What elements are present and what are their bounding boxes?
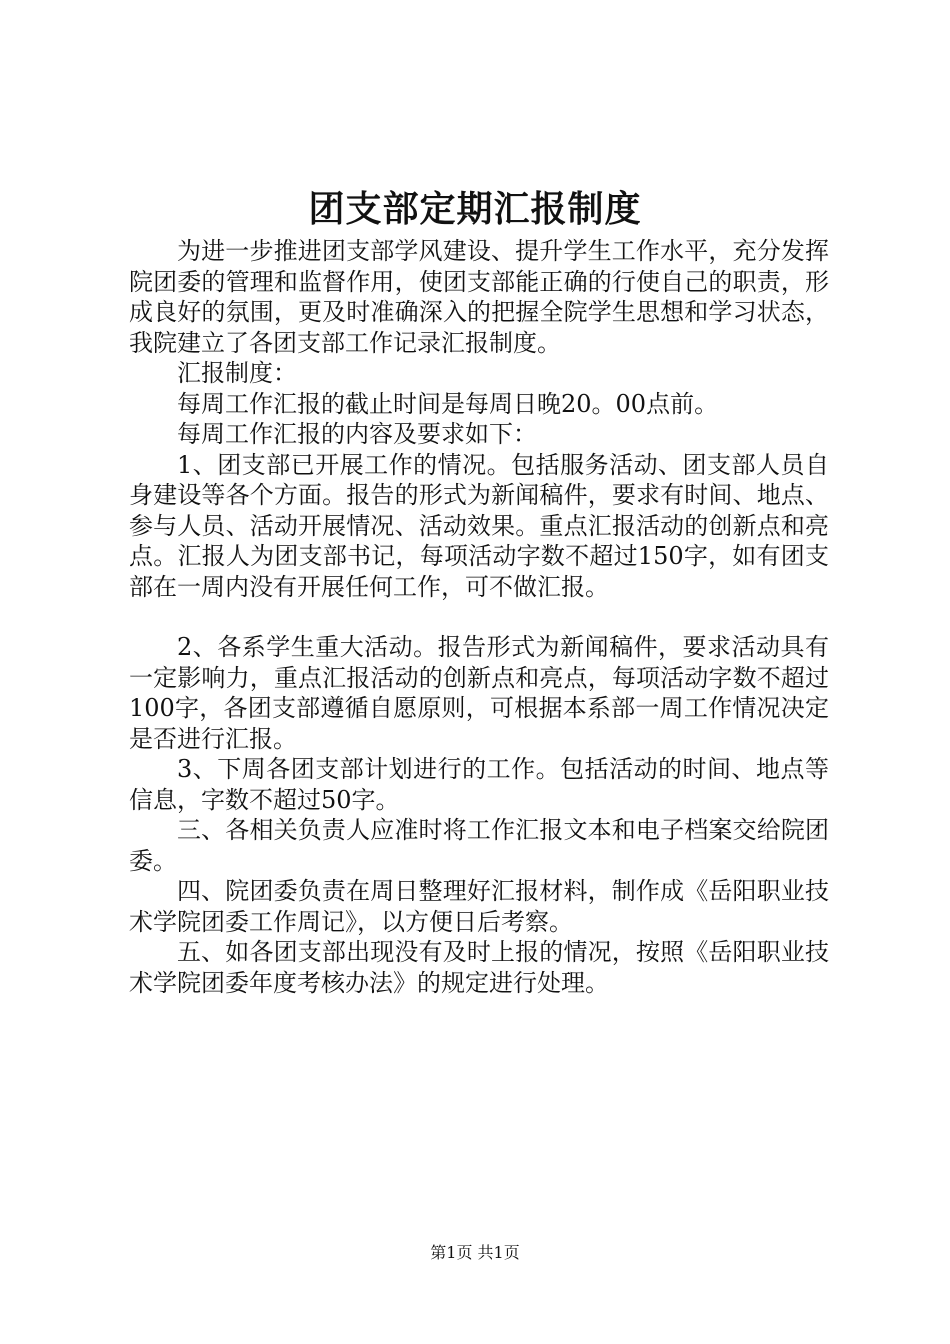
section-5-paragraph: 五、如各团支部出现没有及时上报的情况，按照《岳阳职业技术学院团委年度考核办法》的规定进行处理。 — [129, 938, 829, 997]
section-3-paragraph: 三、各相关负责人应准时将工作汇报文本和电子档案交给院团委。 — [129, 816, 829, 875]
content-requirements-paragraph: 每周工作汇报的内容及要求如下： — [177, 420, 537, 448]
document-body — [129, 236, 829, 998]
system-heading: 汇报制度： — [177, 359, 297, 387]
document-title: 团支部定期汇报制度 — [308, 188, 642, 230]
item-1-paragraph: 1、团支部已开展工作的情况。包括服务活动、团支部人员自身建设等各个方面。报告的形式为新闻稿件，要求有时间、地点、参与人员、活动开展情况、活动效果。重点汇报活动的创新点和亮点。汇报人为团支部书记，每项活动字数不超过150字，如有团支部在一周内没有开展任何工作，可不做汇报。 — [129, 450, 829, 601]
item-3-paragraph: 3、下周各团支部计划进行的工作。包括活动的时间、地点等信息，字数不超过50字。 — [129, 755, 829, 814]
page-footer: 第1页 共1页 — [430, 1243, 520, 1262]
intro-paragraph: 为进一步推进团支部学风建设、提升学生工作水平，充分发挥院团委的管理和监督作用，使团支部能正确的行使自己的职责，形成良好的氛围，更及时准确深入的把握全院学生思想和学习状态，我院建立了各团支部工作记录汇报制度。 — [129, 237, 829, 357]
item-2-paragraph: 2、各系学生重大活动。报告形式为新闻稿件，要求活动具有一定影响力，重点汇报活动的创新点和亮点，每项活动字数不超过100字，各团支部遵循自愿原则，可根据本系部一周工作情况决定是否进行汇报。 — [129, 633, 829, 753]
section-4-paragraph: 四、院团委负责在周日整理好汇报材料，制作成《岳阳职业技术学院团委工作周记》，以方便日后考察。 — [129, 877, 829, 936]
deadline-paragraph: 每周工作汇报的截止时间是每周日晚20。00点前。 — [177, 389, 719, 418]
